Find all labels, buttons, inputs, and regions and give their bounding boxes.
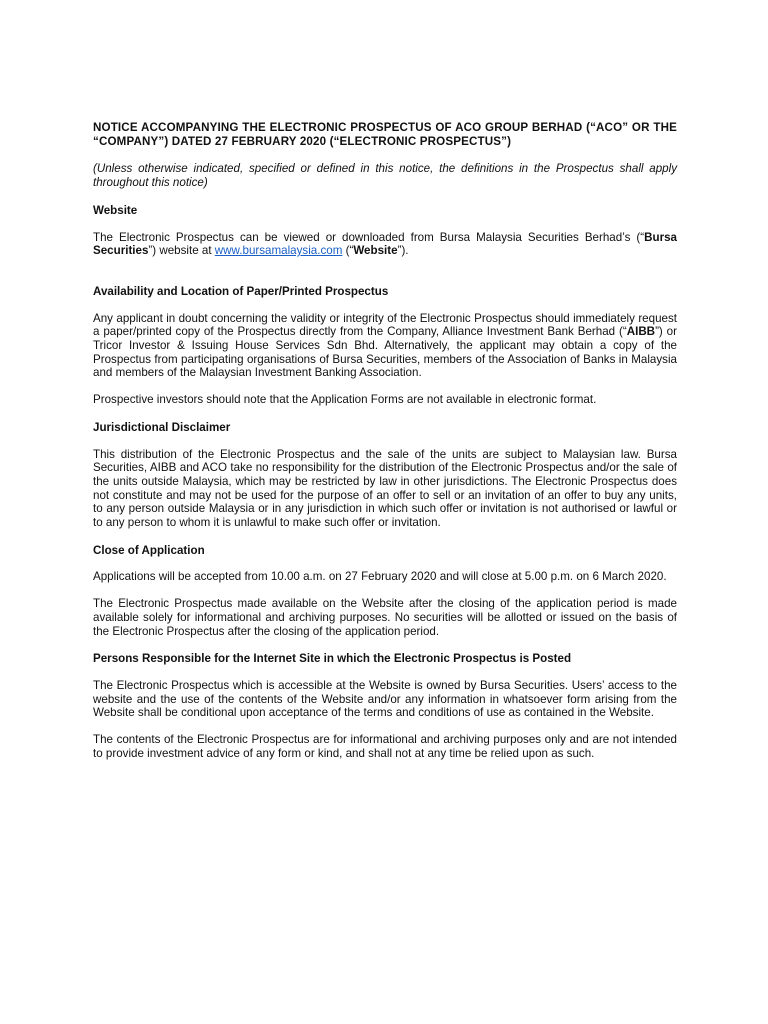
jurisdiction-paragraph: This distribution of the Electronic Prospectus and the sale of the units are subject to Malaysian law. Bursa Securities, AIBB and ACO take no responsibility for the distribution of the Electronic Prospectus and/or the sale of the units outside Malaysia, which may be restricted by law in other jurisdictions. The Electronic Prospectus does not constitute and may not be used for the purpose of an offer to sell or an invitation of an offer to buy any units, to any person outside Malaysia or in any jurisdiction in which such offer or invitation is not authorised or lawful or to any person to whom it is unlawful to make such offer or invitation.	[93, 447, 677, 530]
bursa-securities-term: Bursa Securities	[93, 230, 677, 258]
close-paragraph-2: The Electronic Prospectus made available on the Website after the closing of the application period is made available solely for informational and archiving purposes. No securities will be allotted or issued on the basis of the Electronic Prospectus after the closing of the application period.	[93, 597, 677, 638]
responsible-paragraph-1: The Electronic Prospectus which is accessible at the Website is owned by Bursa Securities. Users’ access to the website and the use of the contents of the Website and/or any information in whatsoever form arising from the Website shall be conditional upon acceptance of the terms and conditions of use as contained in the Website.	[93, 678, 677, 720]
bursa-website-link[interactable]: www.bursamalaysia.com	[214, 244, 343, 258]
close-paragraph-1: Applications will be accepted from 10.00 a.m. on 27 February 2020 and will close at 5.00 p.m. on 6 March 2020.	[93, 570, 667, 584]
availability-paragraph-1	[93, 312, 677, 381]
availability-text-a: Any applicant in doubt concerning the validity or integrity of the Electronic Prospectus should immediately request a paper/printed copy of the Prospectus directly from the Company, Alliance Investment Bank Berhad (“	[93, 311, 677, 339]
close-heading: Close of Application	[93, 543, 205, 557]
website-text-2: ”) website at	[148, 244, 215, 258]
website-text-4: ”).	[397, 244, 409, 258]
website-text-3: (“	[342, 244, 354, 258]
availability-heading: Availability and Location of Paper/Printed Prospectus	[93, 284, 389, 298]
document-title: NOTICE ACCOMPANYING THE ELECTRONIC PROSPECTUS OF ACO GROUP BERHAD (“ACO” OR THE “COMPANY”) DATED 27 FEBRUARY 2020 (“ELECTRONIC PROSPECTUS”)	[93, 121, 677, 148]
website-text-1: The Electronic Prospectus can be viewed or downloaded from Bursa Malaysia Securities Berhad’s (“	[93, 230, 645, 244]
jurisdiction-heading: Jurisdictional Disclaimer	[93, 420, 231, 434]
availability-text-b: ”) or Tricor Investor & Issuing House Services Sdn Bhd. Alternatively, the applicant may obtain a copy of the Prospectus from participating organisations of Bursa Securities, members of the Association of Banks in Malaysia and members of the Malaysian Investment Banking Association.	[93, 325, 677, 380]
responsible-heading: Persons Responsible for the Internet Site in which the Electronic Prospectus is Posted	[93, 652, 572, 666]
website-term: Website	[353, 244, 398, 258]
availability-paragraph-2: Prospective investors should note that the Application Forms are not available in electronic format.	[93, 393, 597, 407]
website-paragraph	[93, 231, 677, 258]
website-heading: Website	[93, 203, 138, 217]
responsible-paragraph-2: The contents of the Electronic Prospectus are for informational and archiving purposes only and are not intended to provide investment advice of any form or kind, and shall not at any time be relied upon as such.	[93, 733, 677, 760]
definitions-note: (Unless otherwise indicated, specified or defined in this notice, the definitions in the Prospectus shall apply throughout this notice)	[93, 162, 677, 190]
document-page	[93, 121, 677, 761]
aibb-term: AIBB	[626, 325, 656, 339]
